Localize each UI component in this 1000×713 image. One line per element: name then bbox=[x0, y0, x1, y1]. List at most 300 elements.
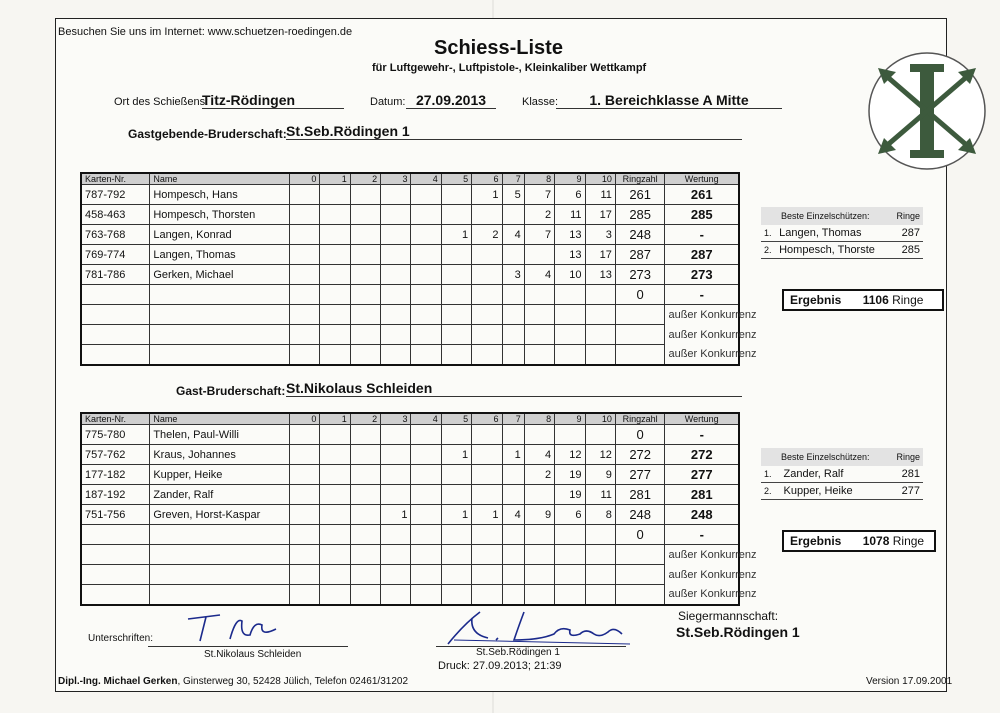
ringzahl-cell: 248 bbox=[615, 225, 665, 245]
ring-count-cell bbox=[350, 245, 380, 265]
name-cell: Greven, Horst-Kaspar bbox=[150, 505, 290, 525]
empty-cell bbox=[150, 305, 290, 325]
empty-cell bbox=[290, 585, 320, 606]
ring-count-cell: 13 bbox=[555, 245, 585, 265]
empty-cell bbox=[320, 565, 350, 585]
host-score-table bbox=[80, 172, 757, 366]
ausser-konkurrenz-row bbox=[81, 305, 739, 325]
ring-count-cell: 1 bbox=[381, 505, 411, 525]
empty-cell bbox=[585, 565, 615, 585]
empty-cell bbox=[381, 325, 411, 345]
ring-count-cell bbox=[472, 525, 502, 545]
empty-cell bbox=[350, 565, 380, 585]
ring-count-cell: 12 bbox=[555, 445, 585, 465]
empty-cell bbox=[150, 565, 290, 585]
empty-cell bbox=[441, 305, 471, 325]
wertung-cell: 287 bbox=[665, 245, 739, 265]
ring-count-cell: 1 bbox=[441, 505, 471, 525]
empty-cell bbox=[381, 585, 411, 606]
empty-cell bbox=[150, 585, 290, 606]
ring-count-cell bbox=[472, 205, 502, 225]
empty-cell bbox=[585, 325, 615, 345]
ort-label: Ort des Schießens: bbox=[114, 96, 209, 108]
best-name: Langen, Thomas bbox=[779, 227, 862, 239]
ring-count-cell bbox=[320, 425, 350, 445]
empty-cell bbox=[411, 545, 441, 565]
best-shooter-row bbox=[761, 483, 923, 500]
empty-cell bbox=[150, 325, 290, 345]
ring-count-cell bbox=[441, 245, 471, 265]
empty-cell bbox=[524, 325, 554, 345]
ring-count-cell bbox=[472, 465, 502, 485]
column-header: 0 bbox=[290, 173, 320, 185]
ring-count-cell: 11 bbox=[585, 485, 615, 505]
empty-cell bbox=[555, 325, 585, 345]
ring-count-cell bbox=[441, 525, 471, 545]
best-ringe-header: Ringe bbox=[890, 207, 923, 225]
ringzahl-cell: 261 bbox=[615, 185, 665, 205]
wertung-cell: 248 bbox=[665, 505, 739, 525]
ring-count-cell bbox=[381, 205, 411, 225]
score-row bbox=[81, 205, 739, 225]
ring-count-cell bbox=[320, 205, 350, 225]
guest-label: Gast-Bruderschaft: bbox=[176, 384, 286, 398]
empty-cell bbox=[150, 345, 290, 366]
ring-count-cell bbox=[441, 465, 471, 485]
empty-cell bbox=[290, 325, 320, 345]
score-row bbox=[81, 445, 739, 465]
best-ringe-header: Ringe bbox=[889, 448, 923, 466]
ring-count-cell bbox=[502, 205, 524, 225]
ring-count-cell bbox=[411, 185, 441, 205]
ring-count-cell bbox=[381, 285, 411, 305]
signature-left-line bbox=[148, 645, 348, 647]
druck-timestamp: Druck: 27.09.2013; 21:39 bbox=[438, 660, 562, 672]
ring-count-cell bbox=[411, 225, 441, 245]
ring-count-cell bbox=[320, 225, 350, 245]
column-header: Karten-Nr. bbox=[81, 173, 150, 185]
ring-count-cell bbox=[290, 465, 320, 485]
column-header: Wertung bbox=[665, 413, 739, 425]
score-row bbox=[81, 425, 739, 445]
ring-count-cell: 1 bbox=[472, 185, 502, 205]
signature-left bbox=[180, 611, 340, 645]
empty-cell bbox=[350, 345, 380, 366]
column-header: 7 bbox=[502, 413, 524, 425]
klasse-label: Klasse: bbox=[522, 96, 559, 108]
column-header: 8 bbox=[524, 413, 554, 425]
column-header: 1 bbox=[320, 173, 350, 185]
name-cell: Langen, Thomas bbox=[150, 245, 290, 265]
karten-nr-cell: 458-463 bbox=[81, 205, 150, 225]
author-name: Dipl.-Ing. Michael Gerken bbox=[58, 676, 178, 687]
ausser-konkurrenz-note: außer Konkurrenz bbox=[668, 328, 757, 341]
empty-cell bbox=[411, 345, 441, 366]
karten-nr-cell: 757-762 bbox=[81, 445, 150, 465]
column-header: 4 bbox=[411, 173, 441, 185]
guest-result bbox=[782, 530, 936, 552]
score-row bbox=[81, 485, 739, 505]
ring-count-cell: 6 bbox=[555, 505, 585, 525]
ring-count-cell bbox=[381, 245, 411, 265]
ring-count-cell bbox=[524, 425, 554, 445]
guest-team: St.Nikolaus Schleiden bbox=[286, 380, 742, 397]
empty-cell bbox=[381, 545, 411, 565]
ring-count-cell: 4 bbox=[502, 225, 524, 245]
empty-cell bbox=[502, 325, 524, 345]
ring-count-cell bbox=[350, 465, 380, 485]
empty-cell bbox=[320, 585, 350, 606]
column-header: 5 bbox=[441, 173, 471, 185]
empty-cell bbox=[441, 545, 471, 565]
datum-label: Datum: bbox=[370, 96, 406, 108]
best-rank: 1. bbox=[764, 228, 772, 238]
ring-count-cell: 13 bbox=[555, 225, 585, 245]
wertung-cell: - bbox=[665, 525, 739, 545]
column-header: Name bbox=[150, 413, 290, 425]
ring-count-cell bbox=[381, 425, 411, 445]
ring-count-cell: 7 bbox=[524, 225, 554, 245]
ring-count-cell: 8 bbox=[585, 505, 615, 525]
result-value: 1078 bbox=[862, 534, 890, 548]
ring-count-cell bbox=[290, 505, 320, 525]
wertung-cell: - bbox=[665, 285, 739, 305]
ring-count-cell bbox=[381, 465, 411, 485]
empty-cell bbox=[81, 345, 150, 366]
column-header: 3 bbox=[381, 413, 411, 425]
best-ringe: 281 bbox=[901, 468, 920, 480]
empty-cell bbox=[585, 585, 615, 606]
empty-cell bbox=[381, 305, 411, 325]
karten-nr-cell: 763-768 bbox=[81, 225, 150, 245]
empty-cell bbox=[502, 565, 524, 585]
ring-count-cell: 11 bbox=[585, 185, 615, 205]
empty-cell bbox=[615, 565, 665, 585]
result-value: 1106 bbox=[862, 293, 889, 307]
empty-cell bbox=[555, 305, 585, 325]
ring-count-cell: 4 bbox=[502, 505, 524, 525]
empty-cell bbox=[290, 565, 320, 585]
ring-count-cell: 12 bbox=[585, 445, 615, 465]
best-header: Beste Einzelschützen: bbox=[761, 448, 889, 466]
empty-cell bbox=[320, 545, 350, 565]
ring-count-cell bbox=[411, 465, 441, 485]
ring-count-cell bbox=[441, 485, 471, 505]
wertung-cell: 281 bbox=[665, 485, 739, 505]
ring-count-cell bbox=[320, 445, 350, 465]
empty-cell bbox=[502, 585, 524, 606]
empty-cell bbox=[320, 305, 350, 325]
name-cell: Kraus, Johannes bbox=[150, 445, 290, 465]
empty-cell bbox=[615, 585, 665, 606]
author-address: , Ginsterweg 30, 52428 Jülich, Telefon 02461/31202 bbox=[177, 676, 409, 687]
ring-count-cell: 17 bbox=[585, 205, 615, 225]
empty-cell bbox=[615, 345, 665, 366]
name-cell: Hompesch, Hans bbox=[150, 185, 290, 205]
ring-count-cell bbox=[502, 525, 524, 545]
ringzahl-cell: 273 bbox=[615, 265, 665, 285]
column-header: 2 bbox=[350, 413, 380, 425]
column-header: 9 bbox=[555, 173, 585, 185]
ring-count-cell bbox=[290, 285, 320, 305]
column-header: 10 bbox=[585, 173, 615, 185]
page-subtitle: für Luftgewehr-, Luftpistole-, Kleinkaliber Wettkampf bbox=[372, 62, 647, 74]
ring-count-cell bbox=[555, 425, 585, 445]
column-header: 5 bbox=[441, 413, 471, 425]
sieger-value: St.Seb.Rödingen 1 bbox=[676, 624, 800, 640]
ausser-konkurrenz-row bbox=[81, 565, 739, 585]
ring-count-cell bbox=[411, 425, 441, 445]
ring-count-cell bbox=[350, 505, 380, 525]
ring-count-cell bbox=[411, 445, 441, 465]
wertung-cell: - bbox=[665, 225, 739, 245]
column-header: 7 bbox=[502, 173, 524, 185]
name-cell: Kupper, Heike bbox=[150, 465, 290, 485]
best-shooter-row bbox=[761, 242, 923, 259]
ring-count-cell bbox=[320, 185, 350, 205]
empty-cell bbox=[524, 345, 554, 366]
ring-count-cell: 1 bbox=[502, 445, 524, 465]
empty-cell bbox=[585, 545, 615, 565]
ring-count-cell: 11 bbox=[555, 205, 585, 225]
ring-count-cell bbox=[320, 505, 350, 525]
empty-cell bbox=[411, 565, 441, 585]
empty-cell bbox=[381, 565, 411, 585]
empty-cell bbox=[472, 325, 502, 345]
ring-count-cell bbox=[320, 525, 350, 545]
column-header: Ringzahl bbox=[615, 413, 665, 425]
ring-count-cell bbox=[290, 485, 320, 505]
column-header: Name bbox=[150, 173, 290, 185]
ring-count-cell bbox=[524, 245, 554, 265]
column-header: Wertung bbox=[665, 173, 739, 185]
ring-count-cell: 19 bbox=[555, 465, 585, 485]
result-unit: Ringe bbox=[892, 293, 924, 307]
result-label: Ergebnis bbox=[790, 534, 842, 548]
ring-count-cell bbox=[381, 185, 411, 205]
column-header: 10 bbox=[585, 413, 615, 425]
ringzahl-cell: 0 bbox=[615, 425, 665, 445]
empty-cell bbox=[290, 545, 320, 565]
best-rank: 2. bbox=[764, 486, 772, 496]
empty-cell bbox=[585, 305, 615, 325]
ring-count-cell bbox=[472, 485, 502, 505]
empty-cell bbox=[290, 305, 320, 325]
ring-count-cell bbox=[472, 285, 502, 305]
score-row bbox=[81, 285, 739, 305]
score-row bbox=[81, 185, 739, 205]
ring-count-cell bbox=[472, 425, 502, 445]
empty-cell bbox=[81, 585, 150, 606]
column-header: 3 bbox=[381, 173, 411, 185]
empty-cell bbox=[585, 345, 615, 366]
ringzahl-cell: 0 bbox=[615, 525, 665, 545]
ausser-konkurrenz-row bbox=[81, 545, 739, 565]
empty-cell bbox=[350, 305, 380, 325]
ring-count-cell bbox=[381, 265, 411, 285]
best-rank: 1. bbox=[764, 469, 772, 479]
ring-count-cell bbox=[441, 265, 471, 285]
ringzahl-cell: 281 bbox=[615, 485, 665, 505]
best-shooter-row bbox=[761, 466, 923, 483]
best-header: Beste Einzelschützen: bbox=[761, 207, 890, 225]
empty-cell bbox=[441, 345, 471, 366]
karten-nr-cell: 187-192 bbox=[81, 485, 150, 505]
empty-cell bbox=[81, 565, 150, 585]
name-cell: Thelen, Paul-Willi bbox=[150, 425, 290, 445]
best-name: Zander, Ralf bbox=[783, 468, 844, 480]
ring-count-cell bbox=[524, 525, 554, 545]
karten-nr-cell: 177-182 bbox=[81, 465, 150, 485]
page-title: Schiess-Liste bbox=[434, 37, 563, 59]
ring-count-cell bbox=[502, 485, 524, 505]
ring-count-cell: 1 bbox=[472, 505, 502, 525]
column-header: Karten-Nr. bbox=[81, 413, 150, 425]
empty-cell bbox=[502, 545, 524, 565]
ring-count-cell bbox=[350, 265, 380, 285]
ring-count-cell bbox=[350, 205, 380, 225]
ring-count-cell: 19 bbox=[555, 485, 585, 505]
column-header: 8 bbox=[524, 173, 554, 185]
column-header: Ringzahl bbox=[615, 173, 665, 185]
ring-count-cell bbox=[411, 485, 441, 505]
ring-count-cell bbox=[290, 265, 320, 285]
ring-count-cell bbox=[524, 485, 554, 505]
ring-count-cell bbox=[350, 185, 380, 205]
ring-count-cell bbox=[472, 265, 502, 285]
empty-cell bbox=[150, 545, 290, 565]
wertung-cell: 273 bbox=[665, 265, 739, 285]
empty-cell bbox=[472, 545, 502, 565]
ausser-konkurrenz-note: außer Konkurrenz bbox=[668, 568, 757, 581]
wertung-cell: 277 bbox=[665, 465, 739, 485]
wertung-cell: - bbox=[665, 425, 739, 445]
ausser-konkurrenz-row bbox=[81, 325, 739, 345]
empty-cell bbox=[81, 545, 150, 565]
empty-cell bbox=[615, 325, 665, 345]
score-sheet bbox=[55, 18, 953, 692]
ring-count-cell bbox=[441, 185, 471, 205]
ring-count-cell: 10 bbox=[555, 265, 585, 285]
ausser-konkurrenz-row bbox=[81, 585, 739, 606]
datum-value: 27.09.2013 bbox=[406, 92, 496, 109]
ring-count-cell: 1 bbox=[441, 445, 471, 465]
ringzahl-cell: 287 bbox=[615, 245, 665, 265]
ring-count-cell bbox=[290, 185, 320, 205]
empty-cell bbox=[350, 325, 380, 345]
host-team: St.Seb.Rödingen 1 bbox=[286, 123, 742, 140]
signature-left-name: St.Nikolaus Schleiden bbox=[204, 649, 302, 660]
karten-nr-cell bbox=[81, 525, 150, 545]
ring-count-cell bbox=[320, 285, 350, 305]
empty-cell bbox=[441, 325, 471, 345]
empty-cell bbox=[502, 305, 524, 325]
wertung-cell: 261 bbox=[665, 185, 739, 205]
ring-count-cell bbox=[524, 285, 554, 305]
ring-count-cell bbox=[350, 525, 380, 545]
ring-count-cell: 2 bbox=[524, 205, 554, 225]
best-ringe: 285 bbox=[901, 244, 920, 256]
ring-count-cell bbox=[320, 265, 350, 285]
ring-count-cell bbox=[585, 525, 615, 545]
ring-count-cell bbox=[350, 485, 380, 505]
ring-count-cell bbox=[411, 265, 441, 285]
klasse-value: 1. Bereichklasse A Mitte bbox=[556, 92, 782, 109]
karten-nr-cell: 769-774 bbox=[81, 245, 150, 265]
ring-count-cell: 5 bbox=[502, 185, 524, 205]
column-header: 6 bbox=[472, 173, 502, 185]
ring-count-cell bbox=[502, 245, 524, 265]
wertung-cell: 285 bbox=[665, 205, 739, 225]
empty-cell bbox=[320, 345, 350, 366]
karten-nr-cell: 787-792 bbox=[81, 185, 150, 205]
signature-right-name: St.Seb.Rödingen 1 bbox=[476, 647, 560, 658]
signature-right bbox=[444, 604, 634, 650]
unterschriften-label: Unterschriften: bbox=[88, 633, 154, 644]
host-label: Gastgebende-Bruderschaft: bbox=[128, 127, 287, 141]
ring-count-cell: 2 bbox=[524, 465, 554, 485]
column-header: 9 bbox=[555, 413, 585, 425]
empty-cell bbox=[81, 305, 150, 325]
name-cell bbox=[150, 285, 290, 305]
ring-count-cell bbox=[290, 205, 320, 225]
empty-cell bbox=[472, 345, 502, 366]
empty-cell bbox=[615, 305, 665, 325]
ring-count-cell: 6 bbox=[555, 185, 585, 205]
name-cell: Zander, Ralf bbox=[150, 485, 290, 505]
ring-count-cell bbox=[290, 225, 320, 245]
ring-count-cell bbox=[441, 425, 471, 445]
result-label: Ergebnis bbox=[790, 293, 842, 307]
ring-count-cell bbox=[290, 525, 320, 545]
empty-cell bbox=[555, 585, 585, 606]
ort-value: Titz-Rödingen bbox=[202, 92, 344, 109]
ring-count-cell bbox=[320, 465, 350, 485]
ring-count-cell bbox=[555, 285, 585, 305]
ring-count-cell bbox=[381, 525, 411, 545]
karten-nr-cell: 781-786 bbox=[81, 265, 150, 285]
ring-count-cell: 9 bbox=[524, 505, 554, 525]
score-row bbox=[81, 245, 739, 265]
ring-count-cell: 1 bbox=[441, 225, 471, 245]
guest-score-table bbox=[80, 412, 757, 606]
empty-cell bbox=[615, 545, 665, 565]
host-result bbox=[782, 289, 944, 311]
version: Version 17.09.2001 bbox=[866, 676, 953, 687]
ring-count-cell bbox=[411, 245, 441, 265]
column-header: 1 bbox=[320, 413, 350, 425]
sieger-label: Siegermannschaft: bbox=[678, 609, 779, 623]
name-cell: Gerken, Michael bbox=[150, 265, 290, 285]
score-row bbox=[81, 465, 739, 485]
ringzahl-cell: 277 bbox=[615, 465, 665, 485]
ausser-konkurrenz-row bbox=[81, 345, 739, 366]
karten-nr-cell: 751-756 bbox=[81, 505, 150, 525]
ring-count-cell bbox=[411, 205, 441, 225]
empty-cell bbox=[411, 305, 441, 325]
ring-count-cell bbox=[441, 205, 471, 225]
website-note: Besuchen Sie uns im Internet: www.schuetzen-roedingen.de bbox=[58, 26, 353, 38]
ringzahl-cell: 248 bbox=[615, 505, 665, 525]
ring-count-cell bbox=[381, 225, 411, 245]
name-cell: Langen, Konrad bbox=[150, 225, 290, 245]
empty-cell bbox=[524, 565, 554, 585]
ring-count-cell bbox=[411, 505, 441, 525]
ring-count-cell bbox=[585, 285, 615, 305]
ring-count-cell bbox=[472, 245, 502, 265]
empty-cell bbox=[411, 585, 441, 606]
ring-count-cell: 4 bbox=[524, 445, 554, 465]
